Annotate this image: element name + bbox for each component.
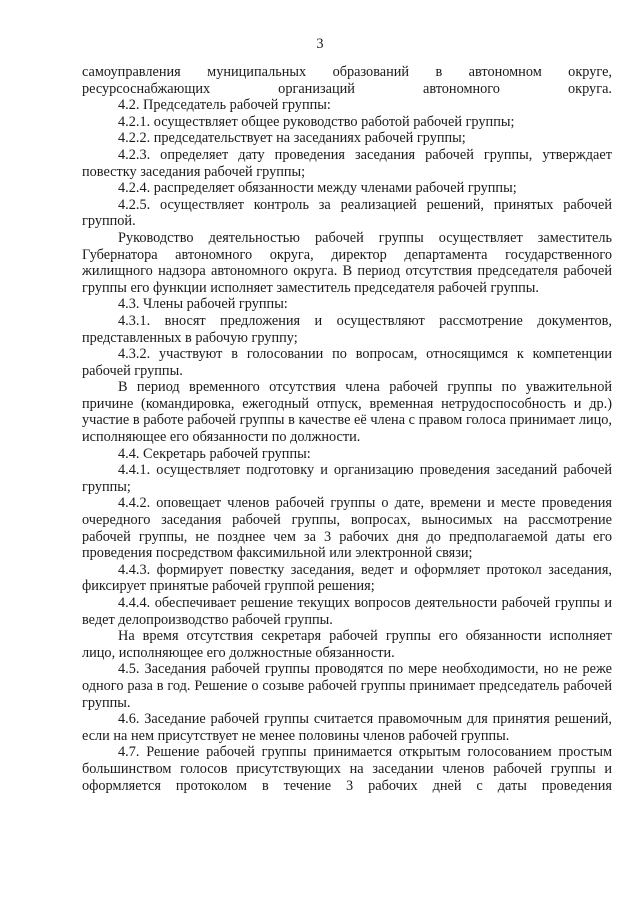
paragraph: 4.5. Заседания рабочей группы проводятся по мере необходимости, но не реже одного раза в год. Решение о созыве рабочей группы принимает председатель рабочей группы. — [82, 661, 612, 711]
paragraph: 4.2.1. осуществляет общее руководство работой рабочей группы; — [118, 113, 515, 130]
paragraph: На время отсутствия секретаря рабочей группы его обязанности исполняет лицо, исполняющее его должностные обязанности. — [82, 628, 612, 661]
paragraph: 4.4.3. формирует повестку заседания, ведет и оформляет протокол заседания, фиксирует принятые рабочей группой решения; — [82, 561, 612, 595]
paragraph: 4.4.1. осуществляет подготовку и организацию проведения заседаний рабочей группы; — [82, 462, 612, 495]
paragraph: 4.4.4. обеспечивает решение текущих вопросов деятельности рабочей группы и ведет делопроизводство рабочей группы. — [82, 595, 612, 628]
paragraph: 4.2.3. определяет дату проведения заседания рабочей группы, утверждает повестку заседания рабочей группы; — [82, 146, 612, 180]
page-number: 3 — [316, 36, 324, 52]
document-body — [82, 64, 612, 794]
paragraph: В период временного отсутствия члена рабочей группы по уважительной причине (командировка, ежегодный отпуск, временная нетрудоспособность и др.) участие в работе рабочей группы в качестве её члена с правом голоса принимает лицо, исполняющее его обязанности по должности. — [82, 379, 612, 446]
paragraph: Руководство деятельностью рабочей группы осуществляет заместитель Губернатора автономного округа, директор департамента государственного жилищного надзора автономного округа. В период отсутствия председателя рабочей группы его функции исполняет заместитель председателя рабочей группы. — [82, 229, 612, 296]
paragraph: 4.3.1. вносят предложения и осуществляют рассмотрение документов, представленных в рабочую группу; — [82, 312, 612, 346]
paragraph: 4.3.2. участвуют в голосовании по вопросам, относящимся к компетенции рабочей группы. — [82, 346, 612, 379]
paragraph: самоуправления муниципальных образований в автономном округе, ресурсоснабжающих организаций автономного округа. — [82, 64, 612, 97]
paragraph: 4.4. Секретарь рабочей группы: — [118, 445, 311, 462]
paragraph: 4.2. Председатель рабочей группы: — [118, 97, 331, 114]
paragraph: 4.2.4. распределяет обязанности между членами рабочей группы; — [118, 180, 517, 197]
paragraph: 4.6. Заседание рабочей группы считается правомочным для принятия решений, если на нем присутствует не менее половины членов рабочей группы. — [82, 711, 612, 744]
paragraph: 4.4.2. оповещает членов рабочей группы о дате, времени и месте проведения очередного заседания рабочей группы, вопросах, выносимых на рассмотрение рабочей группы, не позднее чем за 3 рабочих дня до предполагаемой даты его проведения посредством факсимильной или электронной связи; — [82, 495, 612, 562]
paragraph: 4.2.2. председательствует на заседаниях рабочей группы; — [118, 130, 466, 147]
paragraph: 4.3. Члены рабочей группы: — [118, 296, 288, 313]
paragraph: 4.2.5. осуществляет контроль за реализацией решений, принятых рабочей группой. — [82, 196, 612, 230]
paragraph: 4.7. Решение рабочей группы принимается открытым голосованием простым большинством голосов присутствующих на заседании членов рабочей группы и оформляется протоколом в течение 3 рабочих дней с даты проведения — [82, 744, 612, 794]
